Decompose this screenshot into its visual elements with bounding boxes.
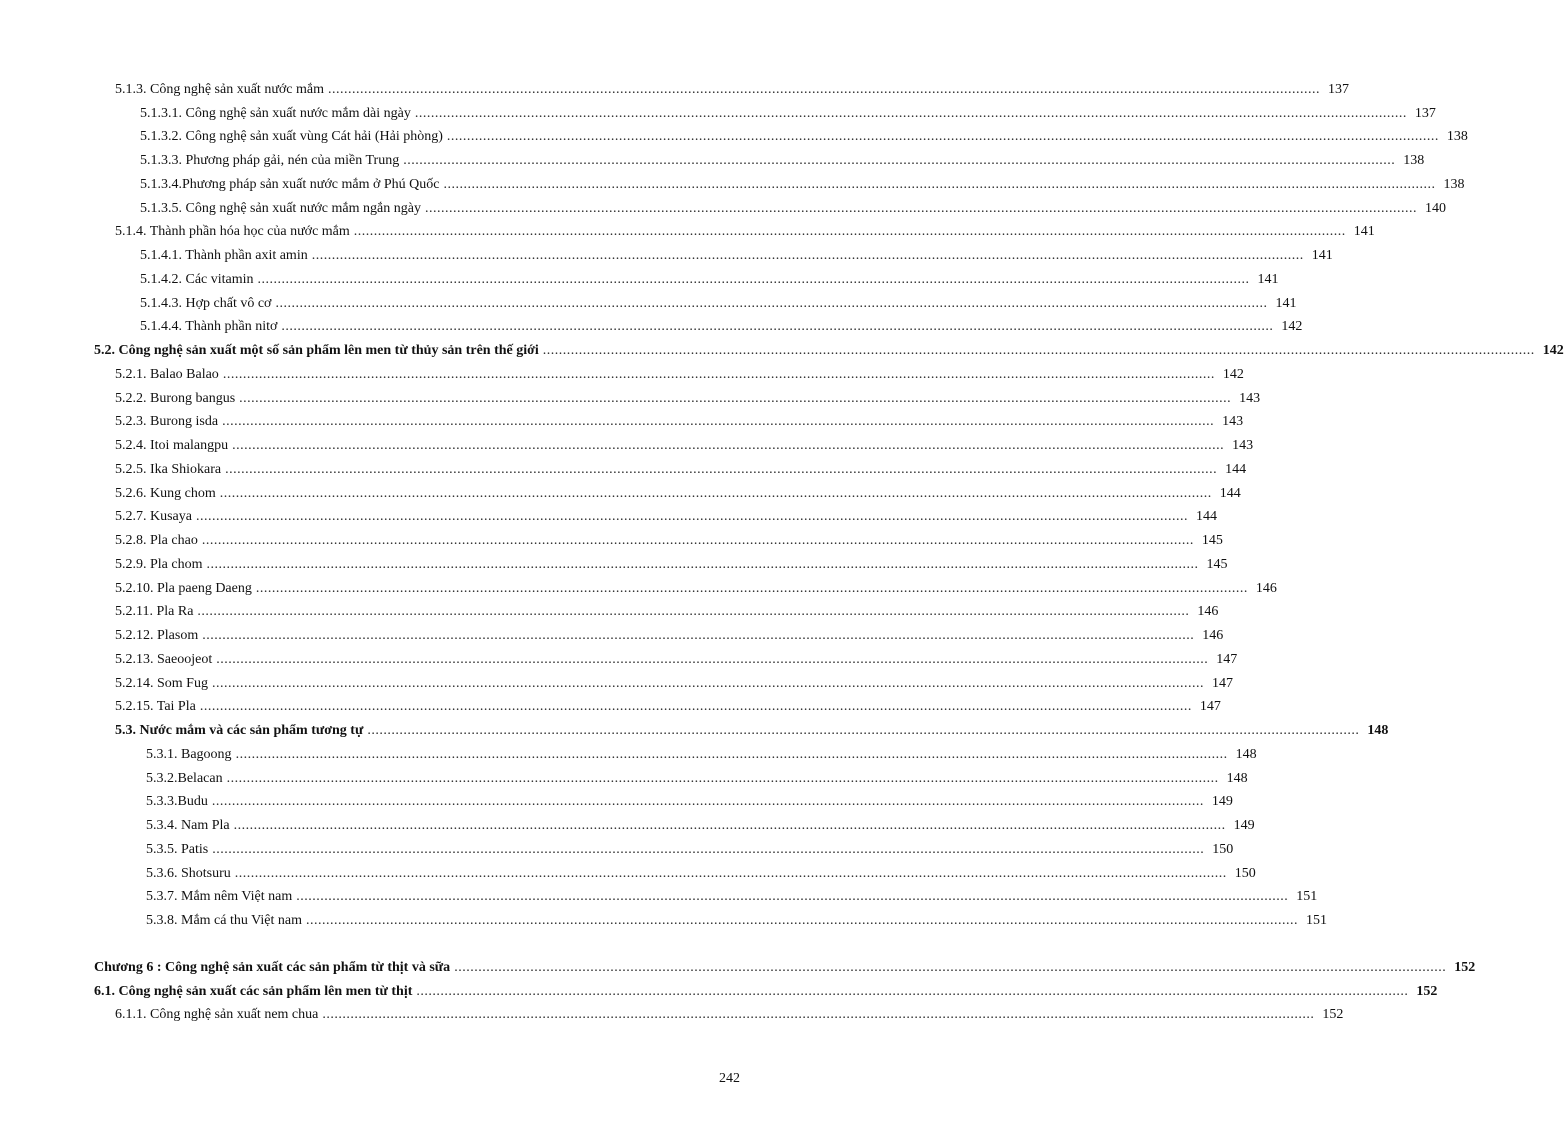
dot-leader bbox=[212, 842, 1204, 858]
toc-entry-page: 143 bbox=[1232, 438, 1254, 454]
toc-entry-page: 141 bbox=[1353, 224, 1375, 240]
toc-entry bbox=[0, 648, 1238, 672]
toc-entry-title: 5.2.10. Pla paeng Daeng bbox=[115, 580, 252, 596]
dot-leader bbox=[216, 652, 1208, 668]
toc-entry bbox=[0, 102, 1436, 126]
toc-entry-page: 143 bbox=[1239, 390, 1261, 406]
dot-leader bbox=[197, 604, 1189, 620]
dot-leader bbox=[220, 486, 1212, 502]
toc-entry-title: 5.2.8. Pla chao bbox=[115, 533, 198, 549]
toc-entry-title: 5.3.2.Belacan bbox=[146, 770, 223, 786]
toc-entry-page: 144 bbox=[1219, 485, 1241, 501]
toc-entry-page: 141 bbox=[1257, 271, 1279, 287]
toc-entry-page: 152 bbox=[1322, 1007, 1344, 1023]
toc-entry bbox=[0, 197, 1446, 221]
toc-entry-title: 5.2. Công nghệ sản xuất một số sản phẩm lên men từ thủy sản trên thế giới bbox=[94, 343, 539, 359]
toc-entry-page: 151 bbox=[1305, 913, 1327, 929]
toc-entry bbox=[0, 149, 1425, 173]
toc-entry-title: 5.1.4. Thành phần hóa học của nước mắm bbox=[115, 224, 350, 240]
toc-entry-page: 146 bbox=[1255, 580, 1277, 596]
toc-entry-title: 5.1.4.3. Hợp chất vô cơ bbox=[140, 295, 272, 311]
toc-entry-title: 5.3.1. Bagoong bbox=[146, 746, 232, 762]
toc-entry bbox=[0, 767, 1248, 791]
toc-entry-page: 137 bbox=[1414, 105, 1436, 121]
toc-entry bbox=[0, 482, 1241, 506]
toc-entry-title: 5.3.8. Mắm cá thu Việt nam bbox=[146, 913, 302, 929]
toc-entry bbox=[0, 696, 1221, 720]
toc-entry-title: 5.2.2. Burong bangus bbox=[115, 390, 236, 406]
toc-entry-page: 152 bbox=[1454, 959, 1476, 975]
dot-leader bbox=[415, 106, 1407, 122]
toc-entry bbox=[0, 577, 1277, 601]
toc-entry-title: 5.2.7. Kusaya bbox=[115, 509, 192, 525]
toc-entry bbox=[0, 814, 1255, 838]
toc-entry bbox=[0, 719, 1389, 743]
dot-leader bbox=[202, 533, 1194, 549]
toc-entry bbox=[0, 838, 1234, 862]
toc-entry-page: 145 bbox=[1201, 533, 1223, 549]
toc-entry bbox=[0, 1004, 1344, 1028]
dot-leader bbox=[239, 391, 1231, 407]
toc-entry-page: 138 bbox=[1443, 176, 1465, 192]
toc-entry-page: 143 bbox=[1222, 414, 1244, 430]
toc-entry-title: 5.3.6. Shotsuru bbox=[146, 865, 231, 881]
toc-entry-page: 138 bbox=[1446, 129, 1468, 145]
dot-leader bbox=[235, 866, 1227, 882]
dot-leader bbox=[196, 509, 1188, 525]
toc-entry-title: 5.1.3.4.Phương pháp sản xuất nước mắm ở Phú Quốc bbox=[140, 176, 440, 192]
toc-entry-title: 6.1.1. Công nghệ sản xuất nem chua bbox=[115, 1007, 319, 1023]
toc-entry bbox=[0, 316, 1303, 340]
toc-entry bbox=[0, 173, 1465, 197]
toc-entry-title: Chương 6 : Công nghệ sản xuất các sản phẩm từ thịt và sữa bbox=[94, 959, 451, 975]
toc-entry bbox=[0, 743, 1257, 767]
dot-leader bbox=[403, 153, 1395, 169]
dot-leader bbox=[225, 462, 1217, 478]
toc-entry-title: 5.2.3. Burong isda bbox=[115, 414, 219, 430]
toc-entry-page: 141 bbox=[1275, 295, 1297, 311]
toc-entry bbox=[0, 980, 1438, 1004]
toc-entry-page: 152 bbox=[1416, 983, 1438, 999]
toc-entry-title: 5.3.3.Budu bbox=[146, 794, 208, 810]
toc-entry-title: 5.2.12. Plasom bbox=[115, 628, 199, 644]
toc-entry-page: 141 bbox=[1311, 248, 1333, 264]
toc-entry bbox=[0, 458, 1247, 482]
toc-entry-title: 5.1.4.1. Thành phần axit amin bbox=[140, 248, 308, 264]
table-of-contents bbox=[0, 78, 1564, 1027]
toc-entry-title: 5.3.4. Nam Pla bbox=[146, 818, 230, 834]
toc-entry-title: 5.2.5. Ika Shiokara bbox=[115, 461, 222, 477]
dot-leader bbox=[207, 557, 1199, 573]
toc-entry-page: 148 bbox=[1367, 723, 1389, 739]
toc-entry bbox=[0, 506, 1217, 530]
dot-leader bbox=[212, 676, 1204, 692]
toc-entry bbox=[0, 672, 1233, 696]
toc-entry bbox=[0, 126, 1468, 150]
dot-leader bbox=[256, 581, 1248, 597]
dot-leader bbox=[543, 343, 1535, 359]
dot-leader bbox=[454, 960, 1446, 976]
toc-entry-title: 5.2.6. Kung chom bbox=[115, 485, 216, 501]
toc-entry bbox=[0, 553, 1228, 577]
dot-leader bbox=[354, 224, 1346, 240]
toc-entry-title: 6.1. Công nghệ sản xuất các sản phẩm lên men từ thịt bbox=[94, 983, 413, 999]
dot-leader bbox=[227, 771, 1219, 787]
toc-entry bbox=[0, 244, 1333, 268]
dot-leader bbox=[232, 438, 1224, 454]
toc-entry-page: 137 bbox=[1328, 81, 1350, 97]
toc-entry-page: 145 bbox=[1206, 556, 1228, 572]
dot-leader bbox=[202, 628, 1194, 644]
toc-entry-title: 5.2.9. Pla chom bbox=[115, 556, 203, 572]
toc-entry-page: 147 bbox=[1199, 699, 1221, 715]
toc-entry-page: 147 bbox=[1216, 651, 1238, 667]
toc-entry-title: 5.3.5. Patis bbox=[146, 841, 209, 857]
page-number: 242 bbox=[719, 1071, 740, 1086]
dot-leader bbox=[447, 129, 1439, 145]
toc-entry bbox=[0, 909, 1327, 933]
toc-entry bbox=[0, 434, 1254, 458]
dot-leader bbox=[443, 177, 1435, 193]
toc-entry bbox=[0, 862, 1256, 886]
toc-entry bbox=[0, 387, 1261, 411]
toc-entry-page: 149 bbox=[1211, 794, 1233, 810]
dot-leader bbox=[296, 889, 1288, 905]
toc-entry-page: 150 bbox=[1234, 865, 1256, 881]
toc-entry-page: 149 bbox=[1233, 818, 1255, 834]
toc-entry bbox=[0, 78, 1350, 102]
dot-leader bbox=[223, 367, 1215, 383]
toc-entry-page: 146 bbox=[1202, 628, 1224, 644]
toc-entry-page: 142 bbox=[1222, 366, 1244, 382]
toc-entry-page: 151 bbox=[1296, 889, 1318, 905]
toc-entry-title: 5.2.4. Itoi malangpu bbox=[115, 438, 229, 454]
toc-entry-title: 5.2.13. Saeoojeot bbox=[115, 651, 213, 667]
toc-entry-page: 147 bbox=[1211, 675, 1233, 691]
toc-entry bbox=[0, 411, 1244, 435]
dot-leader bbox=[258, 272, 1250, 288]
dot-leader bbox=[312, 248, 1304, 264]
dot-leader bbox=[322, 1007, 1314, 1023]
toc-entry-title: 5.2.1. Balao Balao bbox=[115, 366, 219, 382]
toc-entry-page: 140 bbox=[1424, 200, 1446, 216]
toc-entry bbox=[0, 268, 1279, 292]
toc-entry-page: 148 bbox=[1235, 746, 1257, 762]
toc-entry-page: 142 bbox=[1281, 319, 1303, 335]
toc-entry-title: 5.1.4.4. Thành phần nitơ bbox=[140, 319, 278, 335]
toc-entry bbox=[0, 791, 1233, 815]
toc-entry-title: 5.1.3.2. Công nghệ sản xuất vùng Cát hải (Hải phòng) bbox=[140, 129, 443, 145]
toc-entry bbox=[0, 363, 1244, 387]
toc-entry-title: 5.2.15. Tai Pla bbox=[115, 699, 196, 715]
dot-leader bbox=[306, 913, 1298, 929]
toc-entry-page: 146 bbox=[1197, 604, 1219, 620]
dot-leader bbox=[416, 984, 1408, 1000]
dot-leader bbox=[275, 296, 1267, 312]
toc-entry bbox=[0, 956, 1476, 980]
toc-entry-page: 138 bbox=[1403, 153, 1425, 169]
toc-entry-title: 5.1.3. Công nghệ sản xuất nước mắm bbox=[115, 81, 325, 97]
toc-entry-title: 5.2.11. Pla Ra bbox=[115, 604, 194, 620]
toc-entry-title: 5.1.4.2. Các vitamin bbox=[140, 271, 254, 287]
toc-entry-title: 5.1.3.5. Công nghệ sản xuất nước mắm ngắn ngày bbox=[140, 200, 421, 216]
toc-entry bbox=[0, 624, 1224, 648]
dot-leader bbox=[200, 699, 1192, 715]
toc-entry-page: 150 bbox=[1212, 841, 1234, 857]
toc-entry-title: 5.1.3.3. Phương pháp gải, nén của miền Trung bbox=[140, 153, 400, 169]
toc-entry bbox=[0, 221, 1375, 245]
dot-leader bbox=[425, 201, 1417, 217]
dot-leader bbox=[328, 82, 1320, 98]
dot-leader bbox=[281, 319, 1273, 335]
toc-entry bbox=[0, 292, 1297, 316]
toc-entry-page: 148 bbox=[1226, 770, 1248, 786]
dot-leader bbox=[212, 794, 1204, 810]
dot-leader bbox=[234, 818, 1226, 834]
toc-entry-page: 142 bbox=[1542, 343, 1564, 359]
toc-entry-page: 144 bbox=[1196, 509, 1217, 525]
dot-leader bbox=[367, 723, 1359, 739]
dot-leader bbox=[222, 414, 1214, 430]
toc-entry-title: 5.3. Nước mắm và các sản phẩm tương tự bbox=[115, 723, 364, 739]
dot-leader bbox=[236, 747, 1228, 763]
toc-entry bbox=[0, 601, 1219, 625]
toc-entry-title: 5.3.7. Mắm nêm Việt nam bbox=[146, 889, 293, 905]
toc-entry bbox=[0, 886, 1318, 910]
toc-entry-title: 5.1.3.1. Công nghệ sản xuất nước mắm dài ngày bbox=[140, 105, 411, 121]
toc-entry bbox=[0, 339, 1564, 363]
toc-entry bbox=[0, 529, 1223, 553]
toc-entry-title: 5.2.14. Som Fug bbox=[115, 675, 208, 691]
toc-entry-page: 144 bbox=[1225, 461, 1247, 477]
